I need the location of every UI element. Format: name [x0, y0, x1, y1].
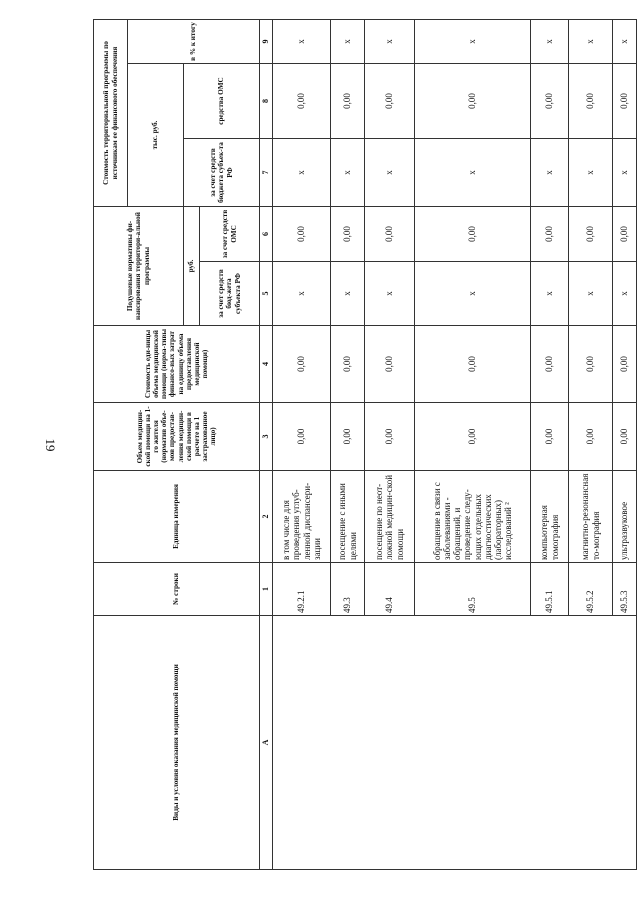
header-row-no: № строки [94, 563, 260, 616]
column-number: 4 [260, 326, 273, 403]
row-volume: 0,00 [365, 403, 415, 471]
row-unit-cost: 0,00 [531, 326, 569, 403]
row-cost-oms: 0,00 [273, 64, 331, 139]
header-pc-budget: за счет средств бюд-жета субъекта РФ [200, 262, 260, 326]
row-pc-oms: 0,00 [569, 207, 613, 262]
row-cost-budget: х [365, 139, 415, 207]
header-types: Виды и условия оказания медицинской помощи [94, 616, 260, 870]
row-unit-cost: 0,00 [273, 326, 331, 403]
row-unit-cost: 0,00 [331, 326, 365, 403]
row-pc-oms: 0,00 [331, 207, 365, 262]
column-number: 9 [260, 20, 273, 64]
header-thous-rub: тыс. руб. [128, 64, 184, 207]
row-number: 49.5.3 [613, 563, 637, 616]
table-row [273, 20, 331, 870]
row-percent: х [613, 20, 637, 64]
row-volume: 0,00 [531, 403, 569, 471]
row-cost-budget: х [613, 139, 637, 207]
row-percent: х [531, 20, 569, 64]
row-percent: х [569, 20, 613, 64]
row-pc-budget: х [331, 262, 365, 326]
row-number: 49.5.1 [531, 563, 569, 616]
row-cost-budget: х [331, 139, 365, 207]
row-unit: магнитно-резонансная то-мография [569, 471, 613, 563]
header-cost-budget: за счет средств бюджета субъек-та РФ [184, 139, 260, 207]
column-number: 1 [260, 563, 273, 616]
column-number: 3 [260, 403, 273, 471]
row-cost-budget: х [273, 139, 331, 207]
row-percent: х [273, 20, 331, 64]
column-number: 6 [260, 207, 273, 262]
row-pc-budget: х [273, 262, 331, 326]
row-volume: 0,00 [415, 403, 531, 471]
column-number: 8 [260, 64, 273, 139]
row-number: 49.3 [331, 563, 365, 616]
row-pc-budget: х [569, 262, 613, 326]
row-volume: 0,00 [613, 403, 637, 471]
column-number: 5 [260, 262, 273, 326]
row-unit-cost: 0,00 [365, 326, 415, 403]
row-pc-budget: х [531, 262, 569, 326]
row-cost-oms: 0,00 [365, 64, 415, 139]
header-per-capita: Подушевые нормативы фи-нансирования территори-альной программы [94, 207, 184, 326]
header-cost-oms: средства ОМС [184, 64, 260, 139]
header-rub: руб. [184, 207, 200, 326]
row-cost-budget: х [531, 139, 569, 207]
header-percent: в % к итогу [128, 20, 260, 64]
row-pc-budget: х [613, 262, 637, 326]
header-volume: Объем медицин-ской помощи на 1-го жителя (норматив объе-мов предостав-ления медицин-ской помощи в расчете на 1 застрахованное лицо) [94, 403, 260, 471]
types-cell [273, 616, 637, 870]
row-pc-budget: х [415, 262, 531, 326]
header-unit: Единица измерения [94, 471, 260, 563]
rotated-table-container [93, 20, 630, 870]
row-pc-oms: 0,00 [273, 207, 331, 262]
row-pc-oms: 0,00 [531, 207, 569, 262]
row-percent: х [365, 20, 415, 64]
row-number: 49.5 [415, 563, 531, 616]
row-number: 49.2.1 [273, 563, 331, 616]
row-cost-oms: 0,00 [331, 64, 365, 139]
row-pc-oms: 0,00 [415, 207, 531, 262]
row-percent: х [415, 20, 531, 64]
row-cost-oms: 0,00 [613, 64, 637, 139]
cost-table [93, 19, 637, 870]
row-volume: 0,00 [331, 403, 365, 471]
row-volume: 0,00 [569, 403, 613, 471]
row-cost-oms: 0,00 [531, 64, 569, 139]
header-pc-oms: за счет средств ОМС [200, 207, 260, 262]
row-unit-cost: 0,00 [415, 326, 531, 403]
row-unit: обращение в связи с заболеваниями - обращений, и проведение следу-ющих отдельных диагностических (лабораторных) исследований ² [415, 471, 531, 563]
header-unit-cost: Стоимость еди-ницы объема медицинской помощи (норма-тивы финансо-вых затрат на единицу объема предоставления медицинской помощи) [94, 326, 260, 403]
page-number: 19 [43, 438, 58, 452]
row-unit: ультразвуковое [613, 471, 637, 563]
row-unit: компьютерная томография [531, 471, 569, 563]
column-number: 7 [260, 139, 273, 207]
row-number: 49.5.2 [569, 563, 613, 616]
row-pc-oms: 0,00 [613, 207, 637, 262]
header-cost: Стоимость территориальной программы по источникам ее финансового обеспечения [94, 20, 128, 207]
row-unit-cost: 0,00 [569, 326, 613, 403]
row-cost-oms: 0,00 [415, 64, 531, 139]
row-unit: в том числе для проведения углуб-ленной диспансери-зации [273, 471, 331, 563]
row-percent: х [331, 20, 365, 64]
column-number: А [260, 616, 273, 870]
row-unit: посещение по неот-ложной медицин-ской помощи [365, 471, 415, 563]
row-pc-budget: х [365, 262, 415, 326]
row-cost-budget: х [569, 139, 613, 207]
row-pc-oms: 0,00 [365, 207, 415, 262]
row-cost-budget: х [415, 139, 531, 207]
row-unit: посещение с иными целями [331, 471, 365, 563]
row-number: 49.4 [365, 563, 415, 616]
row-cost-oms: 0,00 [569, 64, 613, 139]
row-unit-cost: 0,00 [613, 326, 637, 403]
row-volume: 0,00 [273, 403, 331, 471]
column-number: 2 [260, 471, 273, 563]
